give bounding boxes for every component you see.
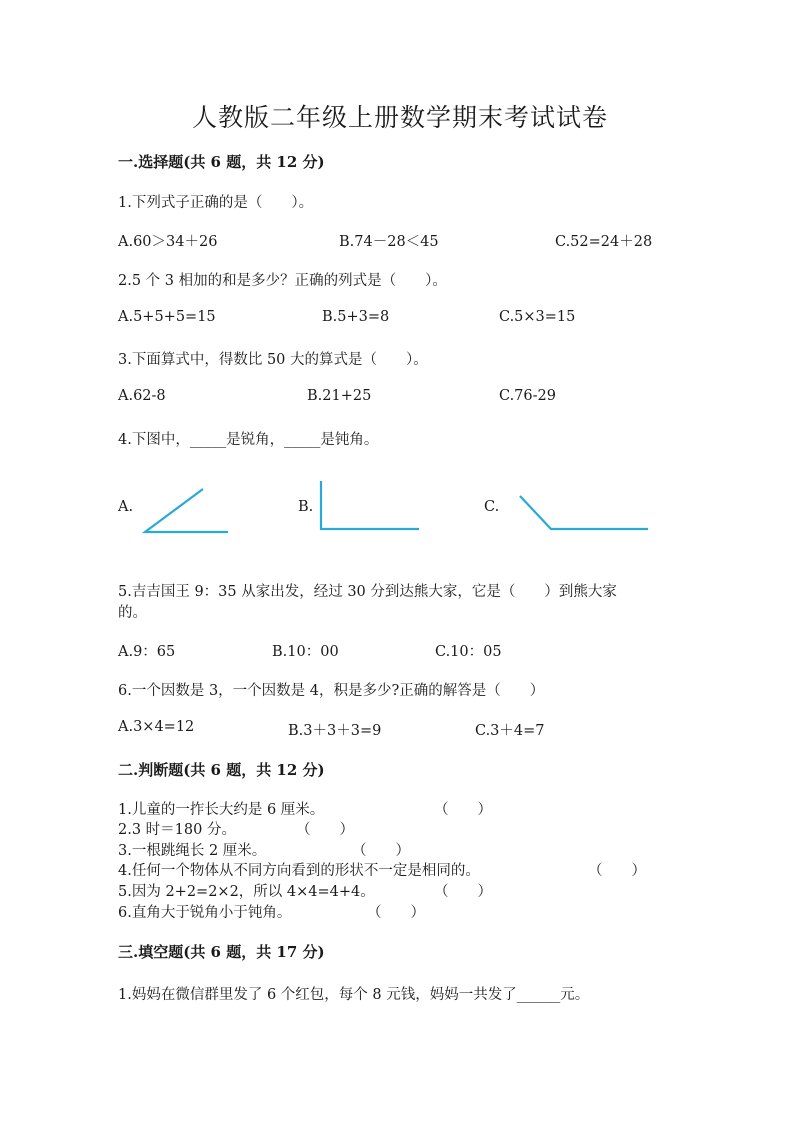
section-heading-choice: 一.选择题(共 6 题，共 12 分) [118,153,325,171]
section-heading-fill: 三.填空题(共 6 题，共 17 分) [118,943,325,961]
choice-4-option-a: A. [118,499,134,515]
judge-item-6: 6.直角大于锐角小于钝角。 [118,905,292,921]
right-angle-lines [321,481,419,529]
choice-1-option-a: A.60＞34＋26 [118,234,218,250]
choice-question-6: 6.一个因数是 3，一个因数是 4，积是多少?正确的解答是（ ） [118,683,545,699]
choice-5-option-c: C.10：05 [435,644,502,660]
choice-3-option-b: B.21+25 [307,388,372,404]
judge-item-4: 4.任何一个物体从不同方向看到的形状不一定是相同的。 [118,863,480,879]
judge-3-answer-paren[interactable]: （ ） [352,843,410,859]
choice-6-option-a: A.3×4=12 [118,719,195,735]
choice-6-option-c: C.3＋4=7 [475,723,545,739]
judge-5-answer-paren[interactable]: （ ） [434,884,492,900]
choice-question-1: 1.下列式子正确的是（ ）。 [118,195,314,211]
judge-6-answer-paren[interactable]: （ ） [367,905,425,921]
choice-2-option-b: B.5+3=8 [322,309,390,325]
choice-2-option-c: C.5×3=15 [499,309,576,325]
choice-question-5-line1: 5.吉吉国王 9：35 从家出发，经过 30 分到达熊大家，它是（ ）到熊大家 [118,584,617,600]
judge-item-1: 1.儿童的一拃长大约是 6 厘米。 [118,802,325,818]
choice-3-option-a: A.62-8 [118,388,166,404]
choice-4-option-b: B. [298,499,314,515]
obtuse-angle-lines [520,496,648,529]
choice-1-option-b: B.74－28＜45 [339,234,439,250]
choice-4-option-c: C. [484,499,500,515]
judge-item-5: 5.因为 2+2=2×2，所以 4×4=4+4。 [118,884,375,900]
exam-title: 人教版二年级上册数学期末考试试卷 [191,103,608,132]
section-heading-judge: 二.判断题(共 6 题，共 12 分) [118,761,325,779]
judge-item-2: 2.3 时＝180 分。 [118,822,236,838]
choice-question-5-line2: 的。 [118,605,147,621]
fill-question-1: 1.妈妈在微信群里发了 6 个红包，每个 8 元钱，妈妈一共发了______元。 [118,987,590,1003]
judge-item-3: 3.一根跳绳长 2 厘米。 [118,843,267,859]
choice-1-option-c: C.52=24＋28 [555,234,653,250]
choice-question-3: 3.下面算式中，得数比 50 大的算式是（ ）。 [118,352,428,368]
judge-2-answer-paren[interactable]: （ ） [296,822,354,838]
judge-1-answer-paren[interactable]: （ ） [434,802,492,818]
acute-angle-lines [145,489,228,532]
choice-2-option-a: A.5+5+5=15 [118,309,216,325]
choice-5-option-b: B.10：00 [272,644,339,660]
choice-question-4: 4.下图中，_____是锐角，_____是钝角。 [118,432,379,448]
choice-5-option-a: A.9：65 [118,644,176,660]
judge-4-answer-paren[interactable]: （ ） [588,863,646,879]
choice-question-2: 2.5 个 3 相加的和是多少？正确的列式是（ ）。 [118,273,447,289]
choice-3-option-c: C.76-29 [499,388,556,404]
choice-6-option-b: B.3＋3＋3=9 [288,723,382,739]
